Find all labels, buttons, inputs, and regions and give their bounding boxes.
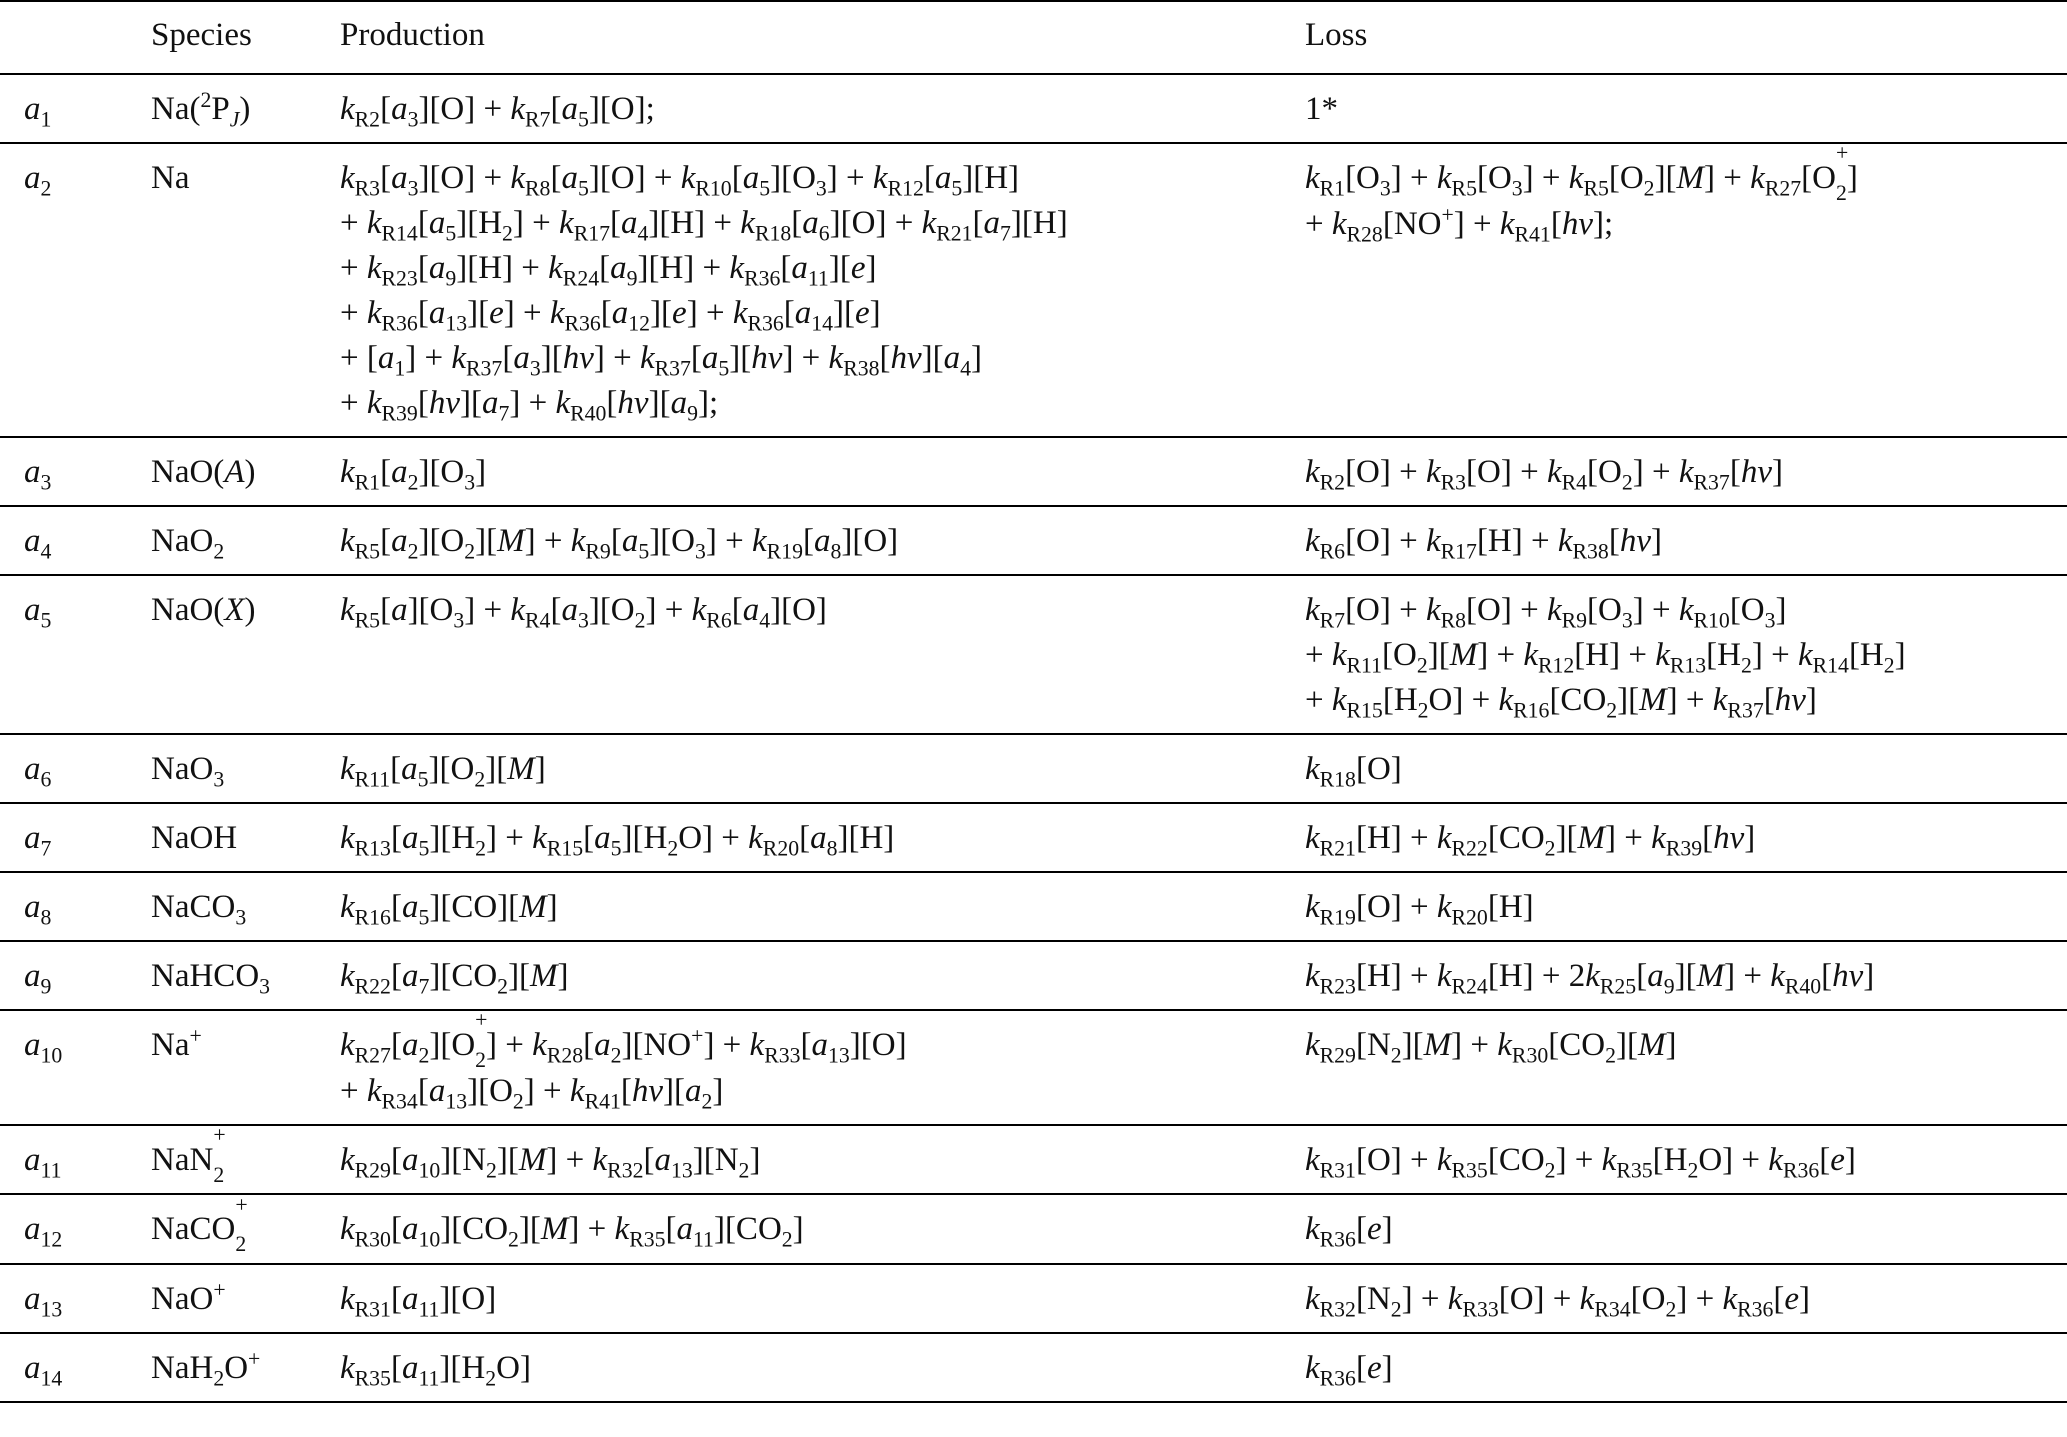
row-loss (1305, 575, 2067, 734)
row-loss (1305, 437, 2067, 506)
row-species: NaCO + $_2$ (151, 1194, 340, 1264)
table-row (0, 1264, 2067, 1333)
production-line: $k_{R5}[a][O_3] + k_{R4}[a_3][O_2] + k_{R6}[a_4][O]$ (340, 592, 827, 633)
table-row (0, 74, 2067, 143)
production-line: $k_{R1}[a_2][O_3]$ (340, 454, 487, 495)
table-row (0, 803, 2067, 872)
loss-line: $k_{R2}[O] + k_{R3}[O] + k_{R4}[O_2] + k_{R37}[h\nu]$ (1305, 454, 1783, 495)
row-species: NaCO$_3$ (151, 872, 340, 941)
row-id: $a_9$ (0, 941, 151, 1010)
row-id: $a_{13}$ (0, 1264, 151, 1333)
header-loss: Loss (1305, 1, 2067, 74)
row-species: NaO(X) (151, 575, 340, 734)
row-loss (1305, 872, 2067, 941)
loss-line: $k_{R23}[H] + k_{R24}[H] + 2k_{R25}[a_9][M] + k_{R40}[h\nu]$ (1305, 958, 1875, 999)
production-line: + $k_{R39}[h\nu][a_7] + k_{R40}[h\nu][a_9]$; (340, 385, 719, 426)
row-production (340, 437, 1305, 506)
loss-line: + $k_{R15}[H_2O] + k_{R16}[CO_2][M] + k_{R37}[h\nu]$ (1305, 682, 1817, 723)
row-production (340, 74, 1305, 143)
row-loss (1305, 1194, 2067, 1264)
table-row (0, 1194, 2067, 1264)
row-production (340, 143, 1305, 437)
row-loss (1305, 803, 2067, 872)
loss-line: $k_{R7}[O] + k_{R8}[O] + k_{R9}[O_3] + k_{R10}[O_3]$ (1305, 592, 1787, 633)
table-row (0, 506, 2067, 575)
production-line: + $k_{R34}[a_{13}][O_2] + k_{R41}[h\nu][a_2]$ (340, 1072, 724, 1114)
loss-line: $k_{R18}[O]$ (1305, 751, 1402, 792)
row-species: NaOH (151, 803, 340, 872)
row-production (340, 734, 1305, 803)
production-line: $k_{R11}[a_5][O_2][M]$ (340, 751, 546, 792)
loss-line: $k_{R1}[O_3] + k_{R5}[O_3] + k_{R5}[O_2][M] + k_{R27}[O$ + $_2$] (1305, 141, 1858, 206)
row-species: NaO+ (151, 1264, 340, 1333)
production-line: $k_{R35}[a_{11}][H_2O]$ (340, 1349, 531, 1391)
loss-line: $k_{R36}[e]$ (1305, 1349, 1393, 1391)
row-loss (1305, 1010, 2067, 1125)
row-id: $a_5$ (0, 575, 151, 734)
row-id: $a_{12}$ (0, 1194, 151, 1264)
production-line: $k_{R13}[a_5][H_2] + k_{R15}[a_5][H_2O] + k_{R20}[a_8][H]$ (340, 820, 895, 861)
production-line: $k_{R2}[a_3][O] + k_{R7}[a_5][O]$; (340, 91, 655, 132)
row-production (340, 803, 1305, 872)
loss-line: $k_{R6}[O] + k_{R17}[H] + k_{R38}[h\nu]$ (1305, 523, 1662, 564)
row-production (340, 1010, 1305, 1125)
row-production (340, 506, 1305, 575)
loss-line: + $k_{R11}[O_2][M] + k_{R12}[H] + k_{R13}[H_2] + k_{R14}[H_2]$ (1305, 637, 1906, 678)
row-id: $a_{14}$ (0, 1333, 151, 1402)
row-id: $a_6$ (0, 734, 151, 803)
table-row (0, 872, 2067, 941)
table-row (0, 734, 2067, 803)
production-line: $k_{R31}[a_{11}][O]$ (340, 1280, 497, 1322)
production-line: $k_{R3}[a_3][O] + k_{R8}[a_5][O] + k_{R10}[a_5][O_3] + k_{R12}[a_5][H]$ (340, 160, 1020, 201)
row-id: $a_2$ (0, 143, 151, 437)
production-line: $k_{R16}[a_5][CO][M]$ (340, 889, 558, 930)
row-loss (1305, 1333, 2067, 1402)
production-line: $k_{R5}[a_2][O_2][M] + k_{R9}[a_5][O_3] + k_{R19}[a_8][O]$ (340, 523, 899, 564)
loss-line: $k_{R29}[N_2][M] + k_{R30}[CO_2][M]$ (1305, 1027, 1677, 1068)
row-loss (1305, 74, 2067, 143)
production-line: $k_{R29}[a_{10}][N_2][M] + k_{R32}[a_{13}][N_2]$ (340, 1141, 761, 1183)
table-row (0, 143, 2067, 437)
row-loss (1305, 1125, 2067, 1195)
table-row (0, 941, 2067, 1010)
row-species: NaO$_3$ (151, 734, 340, 803)
row-id: $a_{10}$ (0, 1010, 151, 1125)
table-row (0, 1125, 2067, 1195)
row-production (340, 575, 1305, 734)
row-species: NaO$_2$ (151, 506, 340, 575)
production-line: + $k_{R23}[a_9][H] + k_{R24}[a_9][H] + k_{R36}[a_{11}][e]$ (340, 250, 877, 291)
loss-line: $k_{R36}[e]$ (1305, 1211, 1393, 1252)
row-id: $a_7$ (0, 803, 151, 872)
row-species: $Na(^2P_J)$ (151, 74, 340, 143)
loss-line: + $k_{R28}[NO^+] + k_{R41}[h\nu]$; (1305, 202, 1614, 247)
row-loss (1305, 143, 2067, 437)
row-production (340, 1333, 1305, 1402)
row-loss (1305, 734, 2067, 803)
loss-line: $k_{R21}[H] + k_{R22}[CO_2][M] + k_{R39}[h\nu]$ (1305, 820, 1756, 861)
row-species: NaO(A) (151, 437, 340, 506)
header-id (0, 1, 151, 74)
row-production (340, 1194, 1305, 1264)
row-id: $a_3$ (0, 437, 151, 506)
row-production (340, 1125, 1305, 1195)
table-row (0, 1010, 2067, 1125)
header-species: Species (151, 1, 340, 74)
row-species: NaH$_2$O+ (151, 1333, 340, 1402)
loss-line: $k_{R19}[O] + k_{R20}[H]$ (1305, 889, 1534, 930)
row-loss (1305, 941, 2067, 1010)
loss-line: 1* (1305, 91, 1338, 127)
row-species: NaHCO$_3$ (151, 941, 340, 1010)
loss-line: $k_{R32}[N_2] + k_{R33}[O] + k_{R34}[O_2] + k_{R36}[e]$ (1305, 1280, 1811, 1322)
production-line: $k_{R22}[a_7][CO_2][M]$ (340, 958, 569, 999)
row-loss (1305, 1264, 2067, 1333)
row-species: Na (151, 143, 340, 437)
loss-line: $k_{R31}[O] + k_{R35}[CO_2] + k_{R35}[H_2O] + k_{R36}[e]$ (1305, 1141, 1856, 1183)
production-line: + $k_{R36}[a_{13}][e] + k_{R36}[a_{12}][e] + k_{R36}[a_{14}][e]$ (340, 295, 881, 336)
row-id: $a_8$ (0, 872, 151, 941)
row-id: $a_4$ (0, 506, 151, 575)
production-line: $k_{R27}[a_2][O$ + $_2] + k_{R28}[a_2][NO^+] + k_{R33}[a_{13}][O]$ (340, 1008, 907, 1073)
row-species: Na+ (151, 1010, 340, 1125)
row-id: $a_1$ (0, 74, 151, 143)
table-row (0, 437, 2067, 506)
row-species: NaN + $_2$ (151, 1125, 340, 1195)
row-loss (1305, 506, 2067, 575)
table-row (0, 575, 2067, 734)
production-line: + $k_{R14}[a_5][H_2] + k_{R17}[a_4][H] + k_{R18}[a_6][O] + k_{R21}[a_7][H]$ (340, 205, 1068, 246)
header-row (0, 1, 2067, 74)
row-production (340, 941, 1305, 1010)
row-id: $a_{11}$ (0, 1125, 151, 1195)
header-production: Production (340, 1, 1305, 74)
row-production (340, 872, 1305, 941)
row-production (340, 1264, 1305, 1333)
table-row (0, 1333, 2067, 1402)
production-line: $k_{R30}[a_{10}][CO_2][M] + k_{R35}[a_{11}][CO_2]$ (340, 1211, 804, 1252)
production-line: + $[a_1] + k_{R37}[a_3][h\nu] + k_{R37}[a_5][h\nu] + k_{R38}[h\nu][a_4]$ (340, 340, 983, 381)
